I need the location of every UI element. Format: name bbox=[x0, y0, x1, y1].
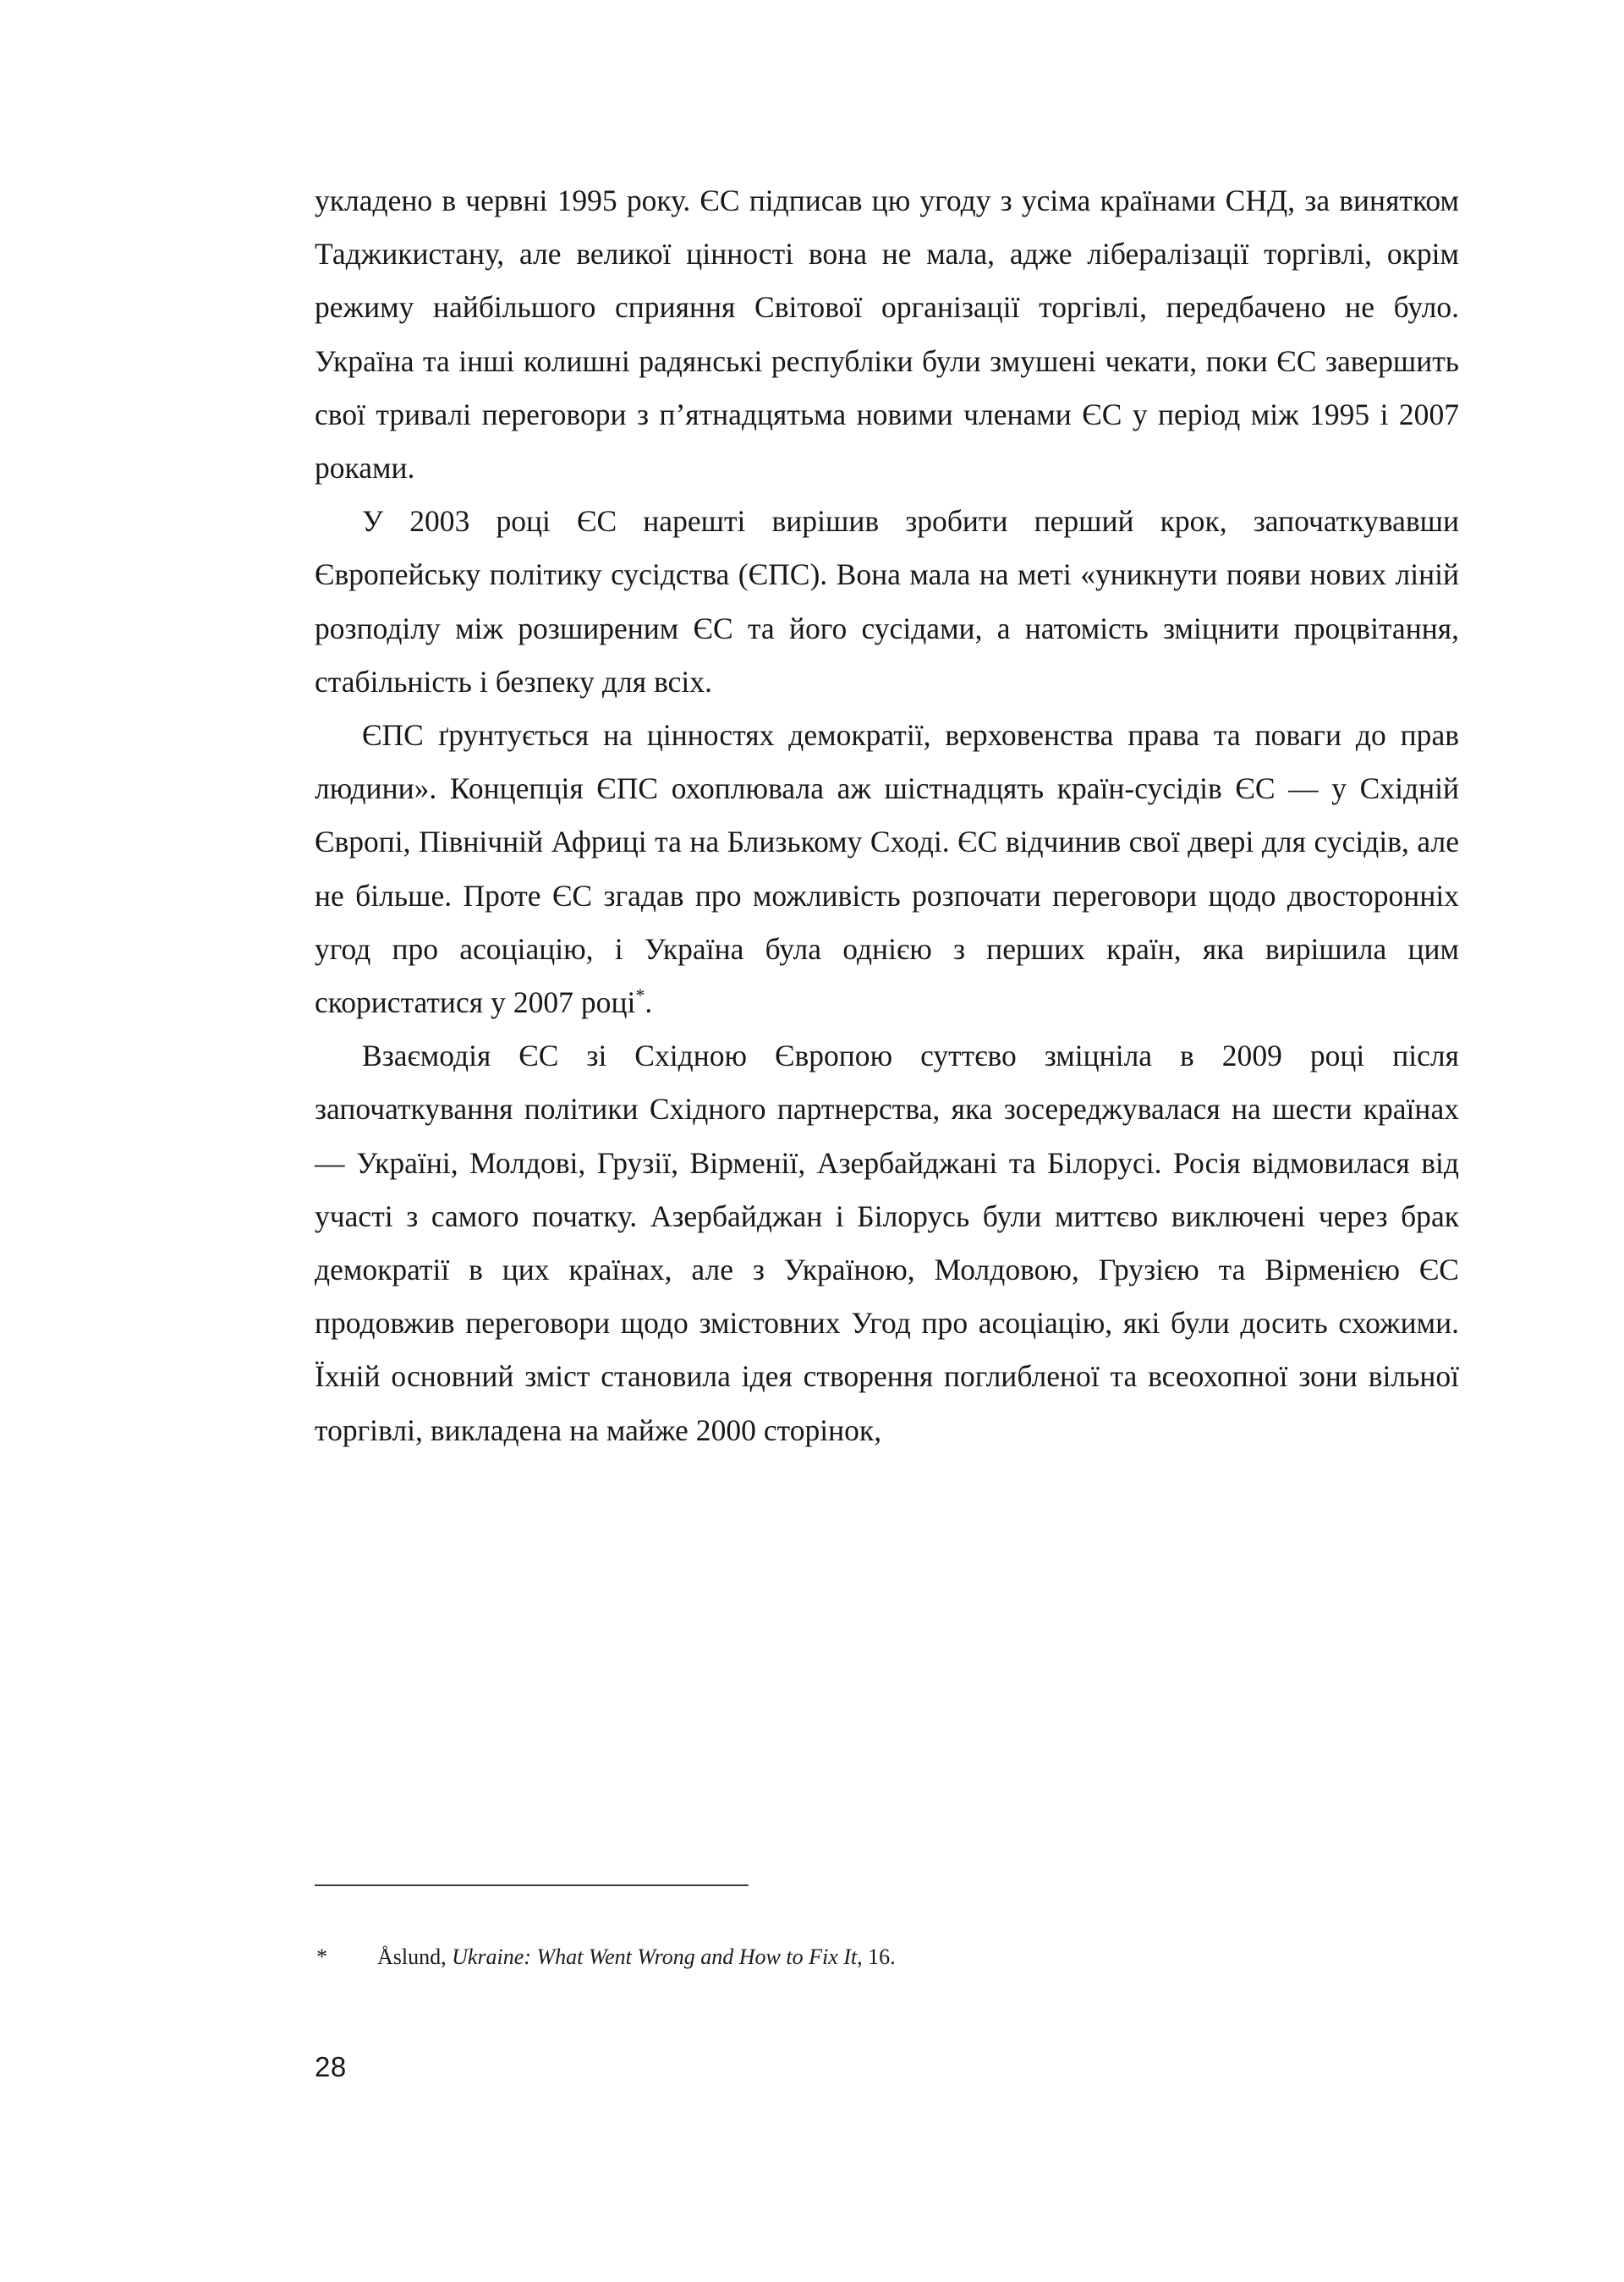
footnote-item bbox=[315, 1942, 1459, 1972]
body-text-column bbox=[315, 174, 1459, 1457]
footnote-separator-rule bbox=[315, 1884, 749, 1886]
footnote-marker: * bbox=[316, 1945, 327, 1969]
paragraph-enp-2003: У 2003 році ЄС нарешті вирішив зробити перший крок, започаткувавши Європейську політику сусідства (ЄПС). Вона мала на меті «уникнути появи нових ліній розподілу між розширеним ЄС та його сусідами, а натомість зміцнити процвітання, стабільність і безпеку для всіх. bbox=[315, 504, 1459, 699]
footnote-reference-marker[interactable]: * bbox=[635, 985, 645, 1007]
footnote-work-title: Ukraine: What Went Wrong and How to Fix It bbox=[452, 1945, 858, 1969]
paragraph-enp-values-text: ЄПС ґрунтується на цінностях демократії, верховенства права та поваги до прав людини». Концепція ЄПС охоплювала аж шістнадцять країн-сусідів ЄС — у Східній Європі, Північній Африці та на Близькому Сході. ЄС відчинив свої двері для сусідів, але не більше. Проте ЄС згадав про можливість розпочати переговори щодо двосторонніх угод про асоціацію, і Україна була однією з перших країн, яка вирішила цим скористатися у 2007 році bbox=[315, 718, 1459, 1020]
paragraph-enp-values bbox=[315, 709, 1459, 1029]
footnote-locator: , 16. bbox=[857, 1945, 896, 1969]
page-number: 28 bbox=[315, 2051, 347, 2082]
paragraph-continued: укладено в червні 1995 року. ЄС підписав цю угоду з усіма країнами СНД, за винятком Таджикистану, але великої цінності вона не мала, адже лібералізації торгівлі, окрім режиму найбільшого сприяння Світової організації торгівлі, передбачено не було. Україна та інші колишні радянські республіки були змушені чекати, поки ЄС завершить свої тривалі переговори з п’ятнадцятьма новими членами ЄС у період між 1995 і 2007 роками. bbox=[315, 184, 1459, 485]
paragraph-enp-values-tail: . bbox=[645, 985, 653, 1020]
paragraph-eastern-partnership: Взаємодія ЄС зі Східною Європою суттєво зміцніла в 2009 році після започаткування політики Східного партнерства, яка зосереджувалася на шести країнах — Україні, Молдові, Грузії, Вірменії, Азербайджані та Білорусі. Росія відмовилася від участі з самого початку. Азербайджан і Білорусь були миттєво виключені через брак демократії в цих країнах, але з Україною, Молдовою, Грузією та Вірменією ЄС продовжив переговори щодо змістовних Угод про асоціацію, які були досить схожими. Їхній основний зміст становила ідея створення поглибленої та всеохопної зони вільної торгівлі, викладена на майже 2000 сторінок, bbox=[315, 1039, 1459, 1447]
footnote-area bbox=[315, 1884, 1459, 1972]
footnote-author: Åslund, bbox=[377, 1945, 453, 1969]
